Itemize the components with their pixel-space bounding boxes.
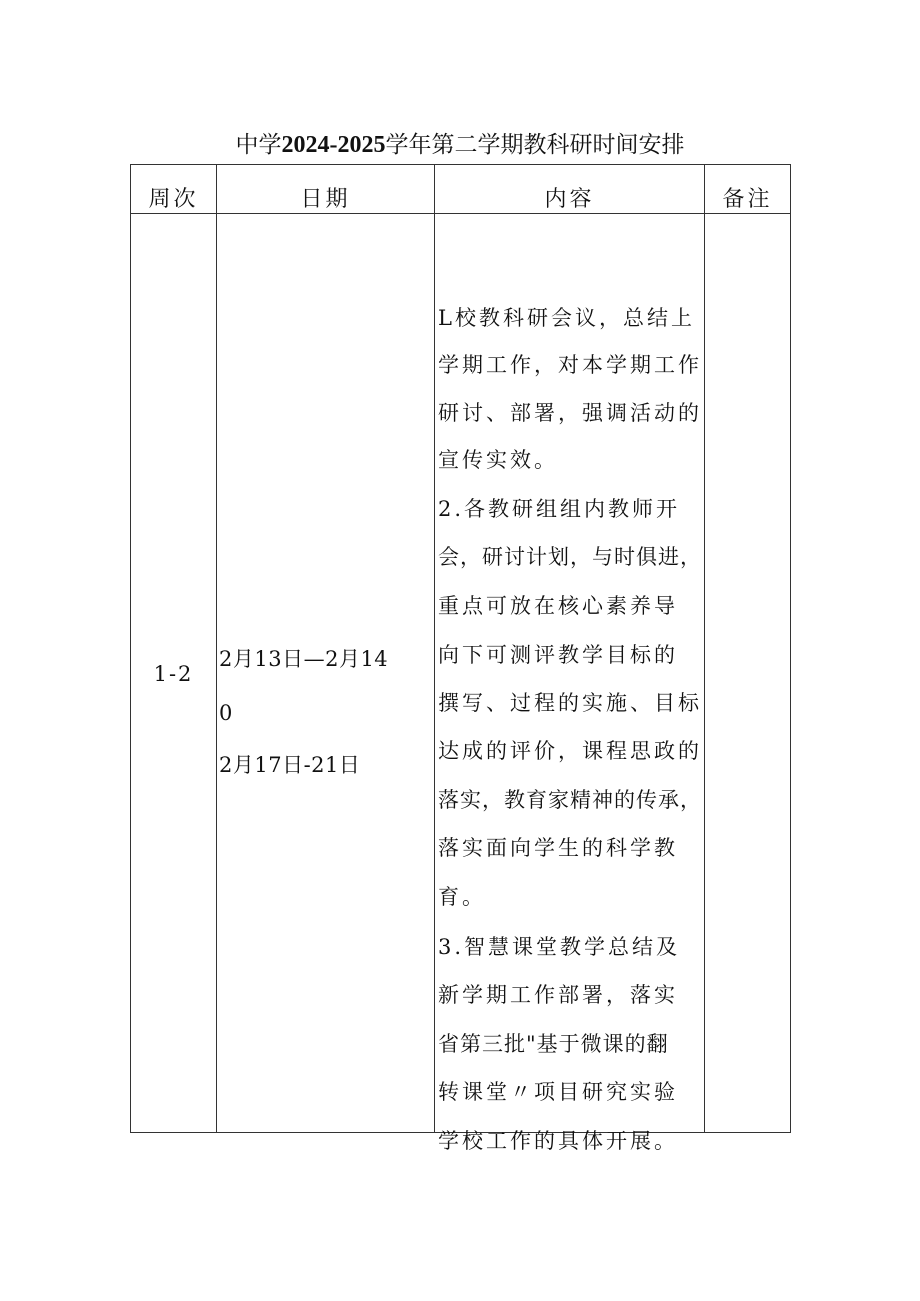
cell-content [435, 214, 705, 1153]
content-line: 新学期工作部署，落实 [438, 983, 678, 1007]
content-line: 重点可放在核心素养导 [438, 594, 678, 618]
content-line: 落实，教育家精神的传承， [438, 788, 702, 812]
header-date: 日期 [217, 165, 435, 214]
content-lines [435, 214, 704, 1153]
header-week: 周次 [131, 165, 217, 214]
week-value: 1-2 [153, 662, 194, 686]
schedule-table [130, 164, 791, 1153]
content-line: 撰写、过程的实施、目标 [438, 691, 702, 715]
date-line: 0 [219, 701, 233, 725]
header-content: 内容 [435, 165, 705, 214]
page-title [130, 128, 790, 162]
content-line: 学校工作的具体开展。 [438, 1129, 678, 1153]
date-lines [217, 214, 434, 1130]
content-line: 宣传实效。 [438, 448, 558, 472]
content-line: 省第三批"基于微课的翻 [438, 1032, 669, 1056]
content-line: 3.智慧课堂教学总结及 [438, 935, 681, 959]
table-row [131, 214, 791, 1133]
content-line: 转课堂〃项目研究实验 [438, 1080, 678, 1104]
content-line: 落实面向学生的科学教 [438, 836, 678, 860]
title-suffix: 学年第二学期教科研时间安排 [385, 132, 685, 158]
table-header-row [131, 165, 791, 214]
content-line: 学期工作，对本学期工作 [438, 353, 702, 377]
content-line: 育。 [438, 885, 486, 909]
content-line: 会，研讨计划，与时俱进， [438, 545, 702, 569]
content-line: L校教科研会议，总结上 [438, 306, 695, 330]
title-prefix: 中学 [235, 132, 282, 158]
header-remark: 备注 [705, 165, 791, 214]
content-line: 向下可测评教学目标的 [438, 643, 678, 667]
date-line: 2月13日—2月14 [219, 647, 389, 671]
cell-remark [705, 214, 791, 1133]
content-line: 研讨、部署，强调活动的 [438, 401, 702, 425]
cell-week [131, 214, 217, 1133]
date-line: 2月17日-21日 [219, 753, 361, 777]
content-line: 达成的评价，课程思政的 [438, 739, 702, 763]
cell-date [217, 214, 435, 1133]
content-line: 2.各教研组组内教师开 [438, 497, 681, 521]
title-year: 2024-2025 [281, 132, 386, 158]
